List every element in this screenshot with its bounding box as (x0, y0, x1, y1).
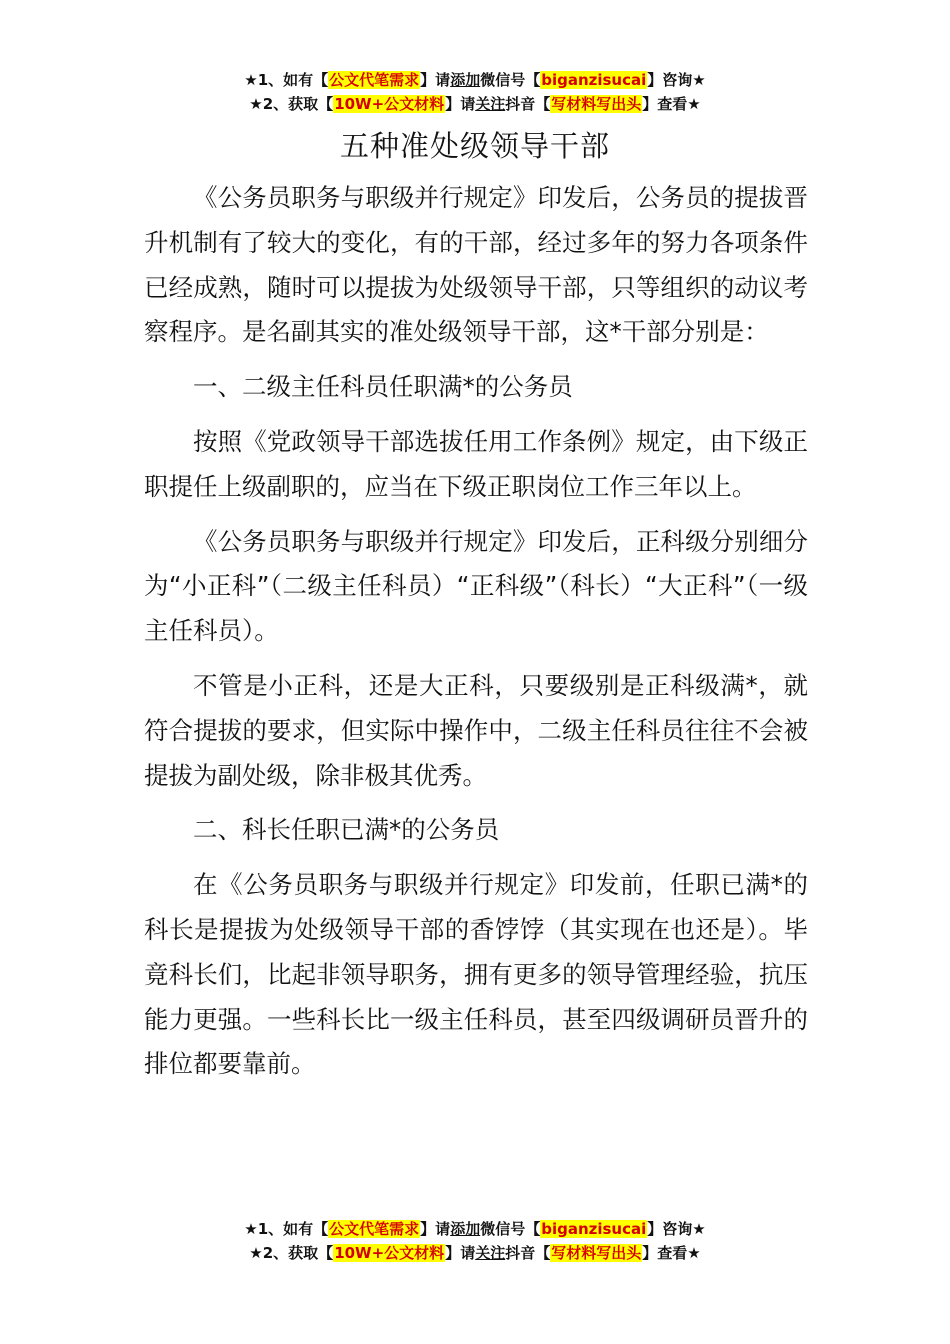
document-body (144, 176, 808, 1097)
paragraph: 在《公务员职务与职级并行规定》印发前，任职已满*的科长是提拔为处级领导干部的香饽饽（其实现在也还是）。毕竟科长们，比起非领导职务，拥有更多的领导管理经验，抗压能力更强。一些科长比一级主任科员，甚至四级调研员晋升的排位都要靠前。 (144, 870, 808, 1079)
banner-highlight: 公文代笔需求 (329, 71, 420, 89)
footer-banner (0, 1217, 950, 1265)
banner-text: 】查看★ (642, 95, 701, 113)
banner-highlight: biganzisucai (541, 71, 647, 89)
paragraph: 《公务员职务与职级并行规定》印发后，正科级分别细分为“小正科”（二级主任科员）“正科级”（科长）“大正科”（一级主任科员）。 (144, 526, 808, 646)
paragraph: 不管是小正科，还是大正科，只要级别是正科级满*，就符合提拔的要求，但实际中操作中，二级主任科员往往不会被提拔为副处级，除非极其优秀。 (144, 670, 808, 790)
banner-text: 抖音【 (505, 95, 551, 113)
banner-highlight: biganzisucai (541, 1220, 647, 1238)
document-title: 五种准处级领导干部 (339, 129, 610, 163)
banner-text: ★2、获取【 (249, 1244, 334, 1262)
banner-underlined-text: 关注 (475, 1244, 506, 1262)
banner-line-2 (0, 92, 950, 116)
banner-text: ★1、如有【 (244, 71, 329, 89)
banner-text: 】请 (445, 1244, 476, 1262)
banner-text: 微信号【 (480, 71, 541, 89)
banner-text: 】查看★ (642, 1244, 701, 1262)
banner-text: 抖音【 (505, 1244, 551, 1262)
banner-highlight: 10W+公文材料 (334, 95, 445, 113)
banner-underlined-text: 添加 (450, 71, 481, 89)
banner-text: ★2、获取【 (249, 95, 334, 113)
banner-text: ★1、如有【 (244, 1220, 329, 1238)
banner-underlined-text: 添加 (450, 1220, 481, 1238)
banner-line-2 (0, 1241, 950, 1265)
banner-text: 】咨询★ (647, 1220, 706, 1238)
banner-text: 】咨询★ (647, 71, 706, 89)
banner-highlight: 写材料写出头 (551, 1244, 642, 1262)
banner-line-1 (0, 68, 950, 92)
paragraph: 《公务员职务与职级并行规定》印发后，公务员的提拔晋升机制有了较大的变化，有的干部，经过多年的努力各项条件已经成熟，随时可以提拔为处级领导干部，只等组织的动议考察程序。是名副其实的准处级领导干部，这*干部分别是： (144, 183, 808, 347)
header-banner (0, 68, 950, 116)
section-heading: 一、二级主任科员任职满*的公务员 (193, 372, 573, 402)
banner-highlight: 10W+公文材料 (334, 1244, 445, 1262)
banner-text: 】请 (420, 1220, 451, 1238)
banner-text: 】请 (445, 95, 476, 113)
banner-line-1 (0, 1217, 950, 1241)
paragraph: 按照《党政领导干部选拔任用工作条例》规定，由下级正职提任上级副职的，应当在下级正职岗位工作三年以上。 (144, 426, 808, 501)
banner-highlight: 写材料写出头 (551, 95, 642, 113)
section-heading: 二、科长任职已满*的公务员 (193, 815, 500, 845)
banner-text: 微信号【 (480, 1220, 541, 1238)
banner-underlined-text: 关注 (475, 95, 506, 113)
banner-text: 】请 (420, 71, 451, 89)
banner-highlight: 公文代笔需求 (329, 1220, 420, 1238)
